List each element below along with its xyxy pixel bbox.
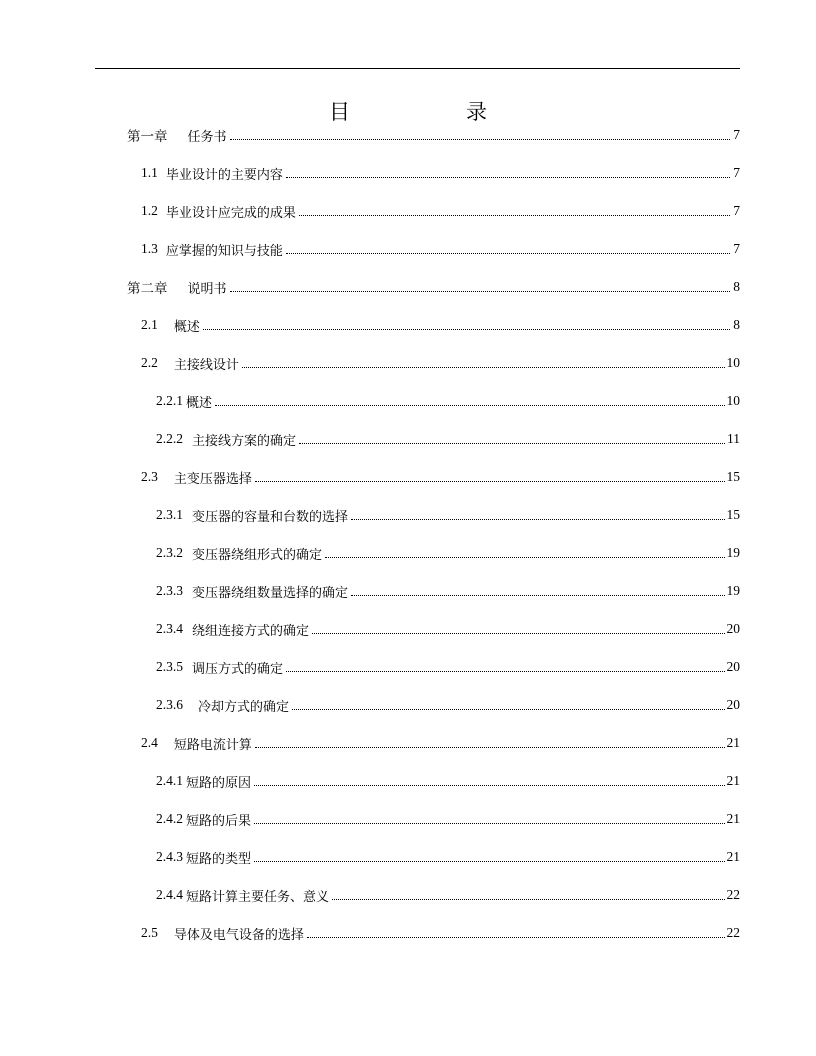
toc-page: 11 bbox=[727, 431, 740, 446]
toc-entry-2-4-2[interactable] bbox=[156, 800, 740, 838]
toc-number: 2.2 bbox=[141, 355, 158, 370]
toc-entry-chapter-2[interactable] bbox=[127, 268, 740, 306]
toc-entry-chapter-1[interactable] bbox=[127, 116, 740, 154]
toc-page: 20 bbox=[726, 621, 740, 636]
toc-title: 变压器绕组形式的确定 bbox=[192, 547, 323, 563]
toc-page: 7 bbox=[733, 203, 740, 218]
dot-leader bbox=[286, 252, 730, 254]
toc-title: 短路的原因 bbox=[186, 775, 252, 791]
toc-title: 绕组连接方式的确定 bbox=[192, 623, 310, 639]
toc-page: 19 bbox=[726, 583, 740, 598]
dot-leader bbox=[254, 822, 724, 824]
toc-entry-2-3-5[interactable] bbox=[156, 648, 740, 686]
dot-leader bbox=[215, 404, 724, 406]
toc-page: 21 bbox=[726, 811, 740, 826]
toc-page: 15 bbox=[726, 469, 740, 484]
toc-number: 1.1 bbox=[141, 165, 158, 180]
toc-number: 2.4 bbox=[141, 735, 158, 750]
toc-title: 冷却方式的确定 bbox=[198, 699, 290, 715]
toc-page: 7 bbox=[733, 165, 740, 180]
toc-number: 2.3.2 bbox=[156, 545, 183, 560]
toc-title: 短路的后果 bbox=[186, 813, 252, 829]
toc-entry-2-4-1[interactable] bbox=[156, 762, 740, 800]
toc-title: 主变压器选择 bbox=[173, 471, 252, 487]
toc-number: 2.2.1 bbox=[156, 393, 183, 408]
header-rule bbox=[95, 68, 740, 69]
toc-title: 主接线方案的确定 bbox=[192, 433, 297, 449]
toc-page: 21 bbox=[726, 849, 740, 864]
toc-number: 2.1 bbox=[141, 317, 158, 332]
dot-leader bbox=[286, 176, 730, 178]
toc-title: 短路电流计算 bbox=[173, 737, 252, 753]
toc-title: 毕业设计的主要内容 bbox=[165, 167, 283, 183]
toc-number: 2.4.1 bbox=[156, 773, 183, 788]
toc-title: 毕业设计应完成的成果 bbox=[165, 205, 296, 221]
dot-leader bbox=[254, 860, 724, 862]
dot-leader bbox=[312, 632, 724, 634]
toc-number: 2.2.2 bbox=[156, 431, 183, 446]
toc-page: 21 bbox=[726, 735, 740, 750]
toc-entry-2-5[interactable] bbox=[141, 914, 740, 952]
toc-title: 短路计算主要任务、意义 bbox=[186, 889, 330, 905]
toc-page: 20 bbox=[726, 697, 740, 712]
toc-entry-2-2[interactable] bbox=[141, 344, 740, 382]
dot-leader bbox=[255, 746, 725, 748]
dot-leader bbox=[307, 936, 725, 938]
dot-leader bbox=[332, 898, 724, 900]
toc-title: 概述 bbox=[173, 319, 200, 335]
toc-number: 2.5 bbox=[141, 925, 158, 940]
toc-title: 主接线设计 bbox=[173, 357, 239, 373]
toc-entry-1-3[interactable] bbox=[141, 230, 740, 268]
toc-title: 概述 bbox=[186, 395, 213, 411]
toc-entry-2-3-2[interactable] bbox=[156, 534, 740, 572]
toc-number: 2.4.2 bbox=[156, 811, 183, 826]
dot-leader bbox=[230, 290, 730, 292]
dot-leader bbox=[325, 556, 724, 558]
toc-entry-1-2[interactable] bbox=[141, 192, 740, 230]
toc-number: 第一章 bbox=[127, 129, 168, 144]
toc-title: 短路的类型 bbox=[186, 851, 252, 867]
toc-entry-2-3-4[interactable] bbox=[156, 610, 740, 648]
toc-number: 1.2 bbox=[141, 203, 158, 218]
title-char-2: 录 bbox=[466, 100, 487, 124]
toc-number: 2.3 bbox=[141, 469, 158, 484]
toc-entry-1-1[interactable] bbox=[141, 154, 740, 192]
toc-page: 22 bbox=[726, 925, 740, 940]
toc-title: 调压方式的确定 bbox=[192, 661, 284, 677]
toc-title: 变压器绕组数量选择的确定 bbox=[192, 585, 349, 601]
toc-page: 19 bbox=[726, 545, 740, 560]
toc-entry-2-1[interactable] bbox=[141, 306, 740, 344]
toc-page: 22 bbox=[726, 887, 740, 902]
toc-number: 2.3.1 bbox=[156, 507, 183, 522]
toc-page: 10 bbox=[726, 393, 740, 408]
toc-number: 第二章 bbox=[127, 281, 168, 296]
toc-entry-2-3[interactable] bbox=[141, 458, 740, 496]
dot-leader bbox=[230, 138, 730, 140]
toc-page: 8 bbox=[733, 279, 740, 294]
toc-page: 7 bbox=[733, 241, 740, 256]
dot-leader bbox=[286, 670, 724, 672]
toc-title: 任务书 bbox=[187, 129, 227, 145]
toc-page: 10 bbox=[726, 355, 740, 370]
toc-number: 2.3.3 bbox=[156, 583, 183, 598]
dot-leader bbox=[351, 518, 724, 520]
toc-number: 2.3.6 bbox=[156, 697, 183, 712]
toc-entry-2-4[interactable] bbox=[141, 724, 740, 762]
dot-leader bbox=[299, 442, 725, 444]
toc-title: 说明书 bbox=[187, 281, 227, 297]
dot-leader bbox=[351, 594, 724, 596]
toc-entry-2-2-1[interactable] bbox=[156, 382, 740, 420]
toc-number: 2.3.4 bbox=[156, 621, 183, 636]
toc-title: 导体及电气设备的选择 bbox=[173, 927, 304, 943]
toc-entry-2-4-4[interactable] bbox=[156, 876, 740, 914]
toc-page: 8 bbox=[733, 317, 740, 332]
toc-title: 变压器的容量和台数的选择 bbox=[192, 509, 349, 525]
dot-leader bbox=[299, 214, 730, 216]
toc-page: 15 bbox=[726, 507, 740, 522]
dot-leader bbox=[292, 708, 724, 710]
toc-title: 应掌握的知识与技能 bbox=[165, 243, 283, 259]
toc-number: 2.4.4 bbox=[156, 887, 183, 902]
toc-page: 21 bbox=[726, 773, 740, 788]
toc-page: 20 bbox=[726, 659, 740, 674]
toc-page: 7 bbox=[733, 127, 740, 142]
toc-number: 2.3.5 bbox=[156, 659, 183, 674]
title-char-1: 目 bbox=[329, 100, 350, 124]
dot-leader bbox=[203, 328, 730, 330]
toc-entry-2-3-3[interactable] bbox=[156, 572, 740, 610]
toc-entry-2-3-1[interactable] bbox=[156, 496, 740, 534]
toc-entry-2-2-2[interactable] bbox=[156, 420, 740, 458]
dot-leader bbox=[242, 366, 725, 368]
toc-entry-2-3-6[interactable] bbox=[156, 686, 740, 724]
dot-leader bbox=[255, 480, 725, 482]
toc-entry-2-4-3[interactable] bbox=[156, 838, 740, 876]
toc-number: 2.4.3 bbox=[156, 849, 183, 864]
dot-leader bbox=[254, 784, 724, 786]
toc-number: 1.3 bbox=[141, 241, 158, 256]
